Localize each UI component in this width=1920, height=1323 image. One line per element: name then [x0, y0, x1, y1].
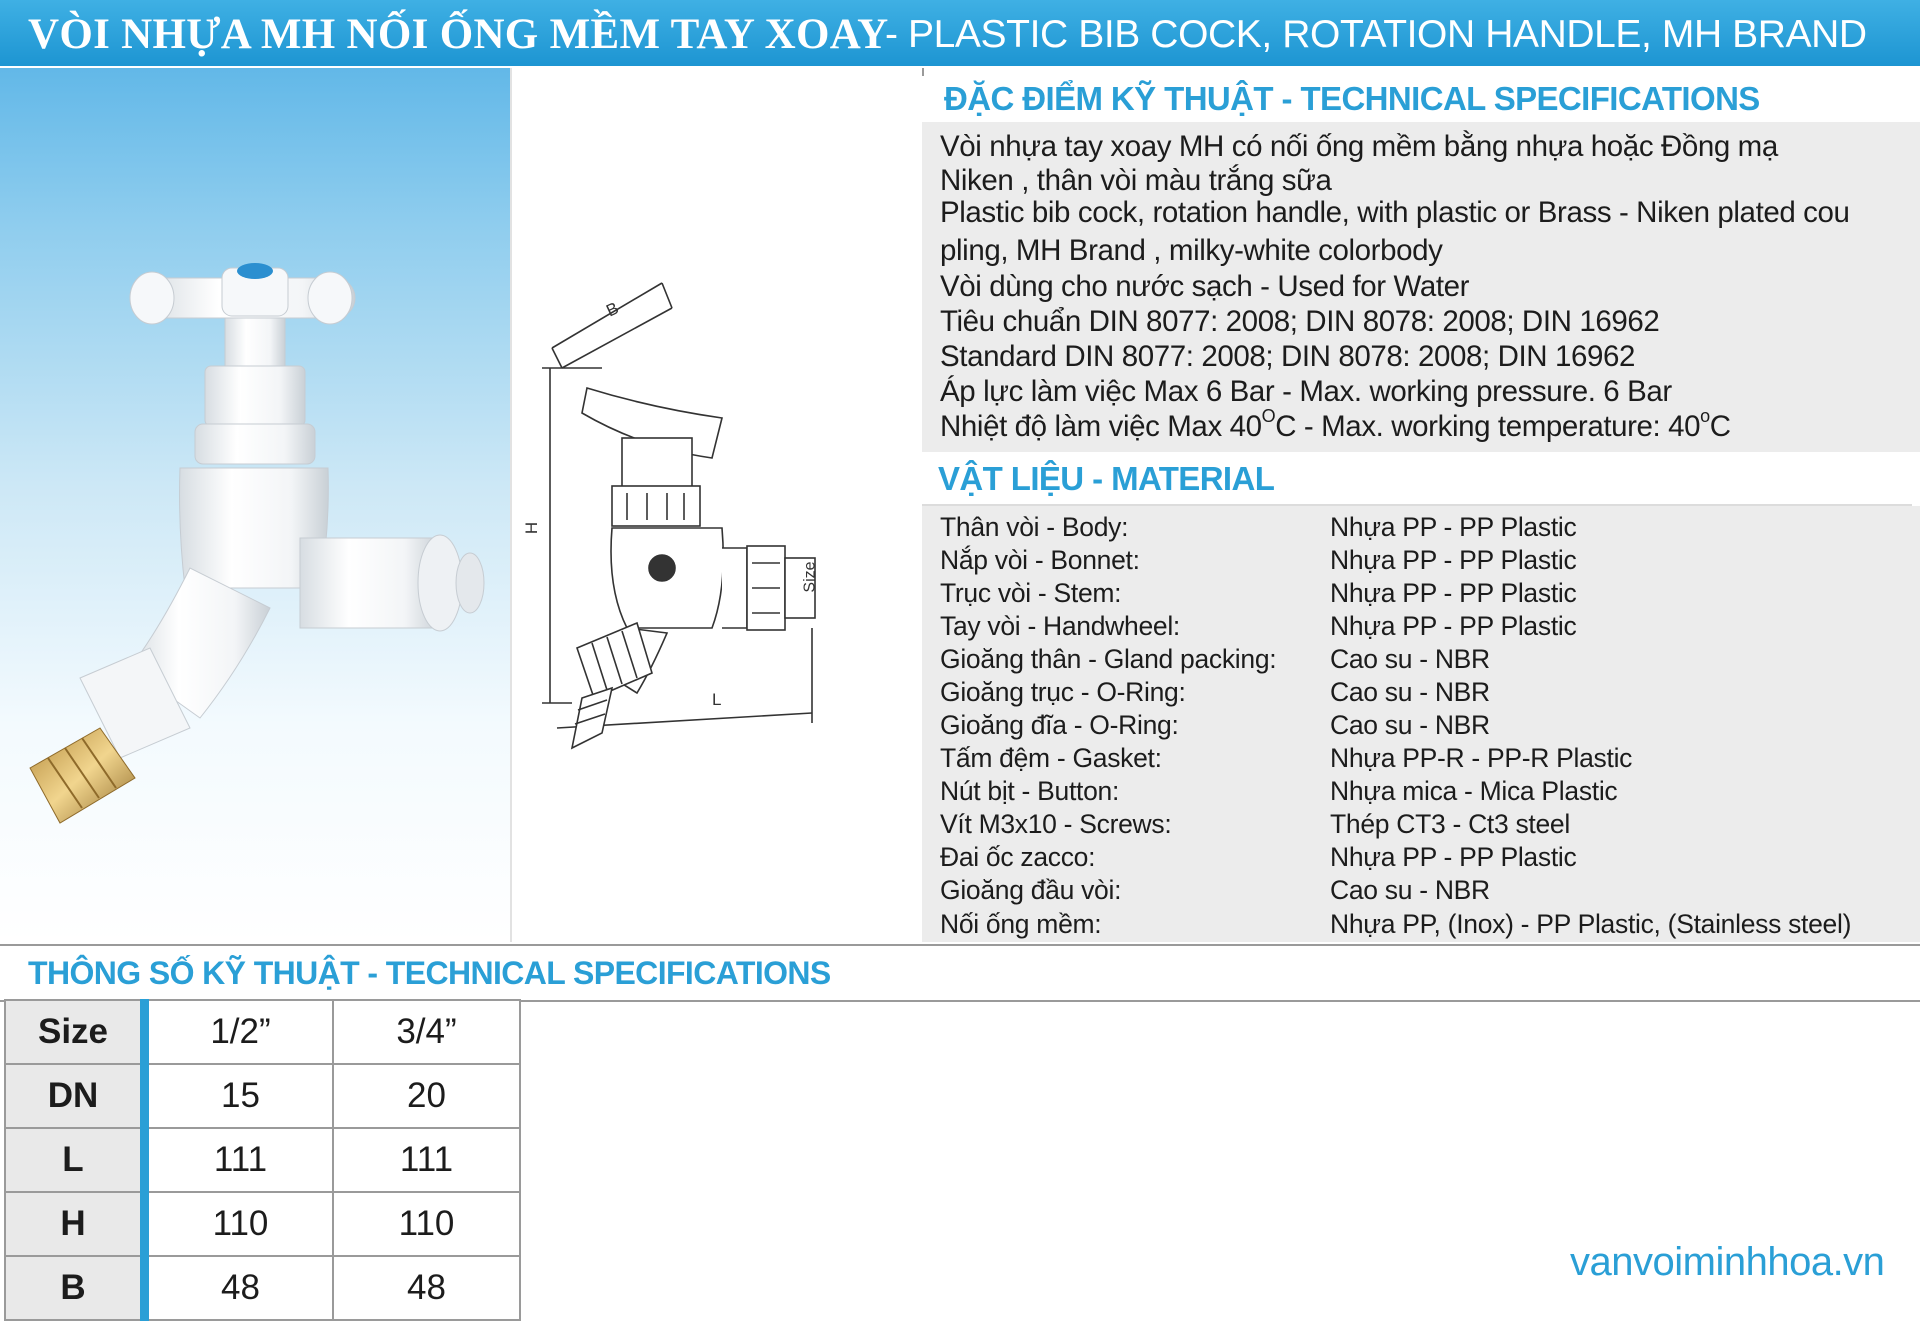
material-label: Vít M3x10 - Screws:	[940, 809, 1172, 839]
table-row	[5, 1000, 520, 1064]
spec-line-9-sup-2: o	[1700, 406, 1710, 426]
technical-drawing-panel	[510, 68, 924, 942]
table-cell: 110	[333, 1192, 520, 1256]
spec-line-4: pling, MH Brand , milky-white colorbody	[940, 234, 1443, 267]
table-cell: 48	[333, 1256, 520, 1320]
spec-line-1: Vòi nhựa tay xoay MH có nối ống mềm bằng nhựa hoặc Đồng mạ	[940, 130, 1778, 163]
spec-line-9-a: Nhiệt độ làm việc Max 40	[940, 410, 1262, 443]
table-cell: 3/4”	[333, 1000, 520, 1064]
title-banner	[0, 0, 1920, 68]
material-label: Nút bịt - Button:	[940, 776, 1120, 806]
material-value: Nhựa PP - PP Plastic	[1330, 611, 1577, 641]
material-label: Gioăng trục - O-Ring:	[940, 677, 1186, 707]
table-cell: 1/2”	[145, 1000, 334, 1064]
material-label: Đai ốc zacco:	[940, 842, 1096, 872]
spec-line-9-b: C - Max. working temperature: 40	[1275, 410, 1701, 443]
material-value: Cao su - NBR	[1330, 677, 1490, 707]
title-english: - PLASTIC BIB COCK, ROTATION HANDLE, MH BRAND	[885, 13, 1867, 56]
material-value: Nhựa mica - Mica Plastic	[1330, 776, 1618, 806]
product-photo-panel	[0, 68, 510, 942]
material-label: Gioăng thân - Gland packing:	[940, 644, 1277, 674]
dimension-label-b: B	[603, 298, 622, 321]
material-value: Nhựa PP - PP Plastic	[1330, 578, 1577, 608]
dimension-label-h: H	[522, 521, 542, 535]
material-value: Cao su - NBR	[1330, 710, 1490, 740]
spec-line-3: Plastic bib cock, rotation handle, with plastic or Brass - Niken plated cou	[940, 196, 1850, 229]
spec-line-7: Standard DIN 8077: 2008; DIN 8078: 2008; DIN 16962	[940, 340, 1636, 373]
faucet-photo-icon	[0, 68, 510, 942]
material-label: Nắp vòi - Bonnet:	[940, 545, 1140, 575]
table-row	[5, 1128, 520, 1192]
table-cell: 15	[145, 1064, 334, 1128]
table-cell: 111	[145, 1128, 334, 1192]
dimension-label-size: Size	[801, 561, 819, 593]
spec-line-9	[940, 406, 1731, 444]
material-label: Gioăng đĩa - O-Ring:	[940, 710, 1179, 740]
material-value: Nhựa PP-R - PP-R Plastic	[1330, 743, 1633, 773]
title-vietnamese: VÒI NHỰA MH NỐI ỐNG MỀM TAY XOAY	[28, 11, 889, 58]
table-cell: 111	[333, 1128, 520, 1192]
tech-spec-table	[4, 999, 521, 1321]
material-value: Nhựa PP - PP Plastic	[1330, 545, 1577, 575]
spec-line-9-c: C	[1709, 410, 1731, 443]
material-value: Cao su - NBR	[1330, 644, 1490, 674]
row-header: L	[5, 1128, 145, 1192]
material-title: VẬT LIỆU - MATERIAL	[938, 460, 1275, 497]
website-link[interactable]: vanvoiminhhoa.vn	[1570, 1240, 1885, 1284]
table-row	[5, 1256, 520, 1320]
faucet-drawing-icon	[512, 68, 922, 942]
material-value: Thép CT3 - Ct3 steel	[1330, 809, 1570, 839]
tech-title: THÔNG SỐ KỸ THUẬT - TECHNICAL SPECIFICATIONS	[28, 955, 831, 991]
material-label: Tay vòi - Handwheel:	[940, 611, 1180, 641]
row-header: B	[5, 1256, 145, 1320]
material-value: Nhựa PP - PP Plastic	[1330, 842, 1577, 872]
spec-line-8: Áp lực làm việc Max 6 Bar - Max. working pressure. 6 Bar	[940, 375, 1672, 408]
material-label: Tấm đệm - Gasket:	[940, 743, 1162, 773]
material-label: Nối ống mềm:	[940, 909, 1102, 939]
row-header: DN	[5, 1064, 145, 1128]
dimension-label-l: L	[712, 690, 722, 709]
material-label: Thân vòi - Body:	[940, 512, 1129, 542]
spec-description	[922, 122, 1920, 452]
spec-line-2: Niken , thân vòi màu trắng sữa	[940, 164, 1332, 197]
material-value: Cao su - NBR	[1330, 875, 1490, 905]
table-cell: 110	[145, 1192, 334, 1256]
row-header: H	[5, 1192, 145, 1256]
table-row	[5, 1064, 520, 1128]
material-value: Nhựa PP, (Inox) - PP Plastic, (Stainless steel)	[1330, 909, 1852, 939]
spec-line-5: Vòi dùng cho nước sạch - Used for Water	[940, 270, 1470, 303]
table-row	[5, 1192, 520, 1256]
row-header: Size	[5, 1000, 145, 1064]
tech-table-header	[0, 944, 1920, 1002]
spec-line-9-sup-1: O	[1261, 406, 1276, 426]
table-cell: 48	[145, 1256, 334, 1320]
material-list	[922, 506, 1920, 942]
spec-title: ĐẶC ĐIỂM KỸ THUẬT - TECHNICAL SPECIFICATIONS	[944, 80, 1760, 117]
spec-line-6: Tiêu chuẩn DIN 8077: 2008; DIN 8078: 2008; DIN 16962	[940, 305, 1660, 338]
material-label: Gioăng đầu vòi:	[940, 875, 1122, 905]
material-value: Nhựa PP - PP Plastic	[1330, 512, 1577, 542]
material-label: Trục vòi - Stem:	[940, 578, 1122, 608]
spec-section-header	[922, 76, 1912, 122]
material-section-header	[922, 452, 1912, 506]
table-cell: 20	[333, 1064, 520, 1128]
